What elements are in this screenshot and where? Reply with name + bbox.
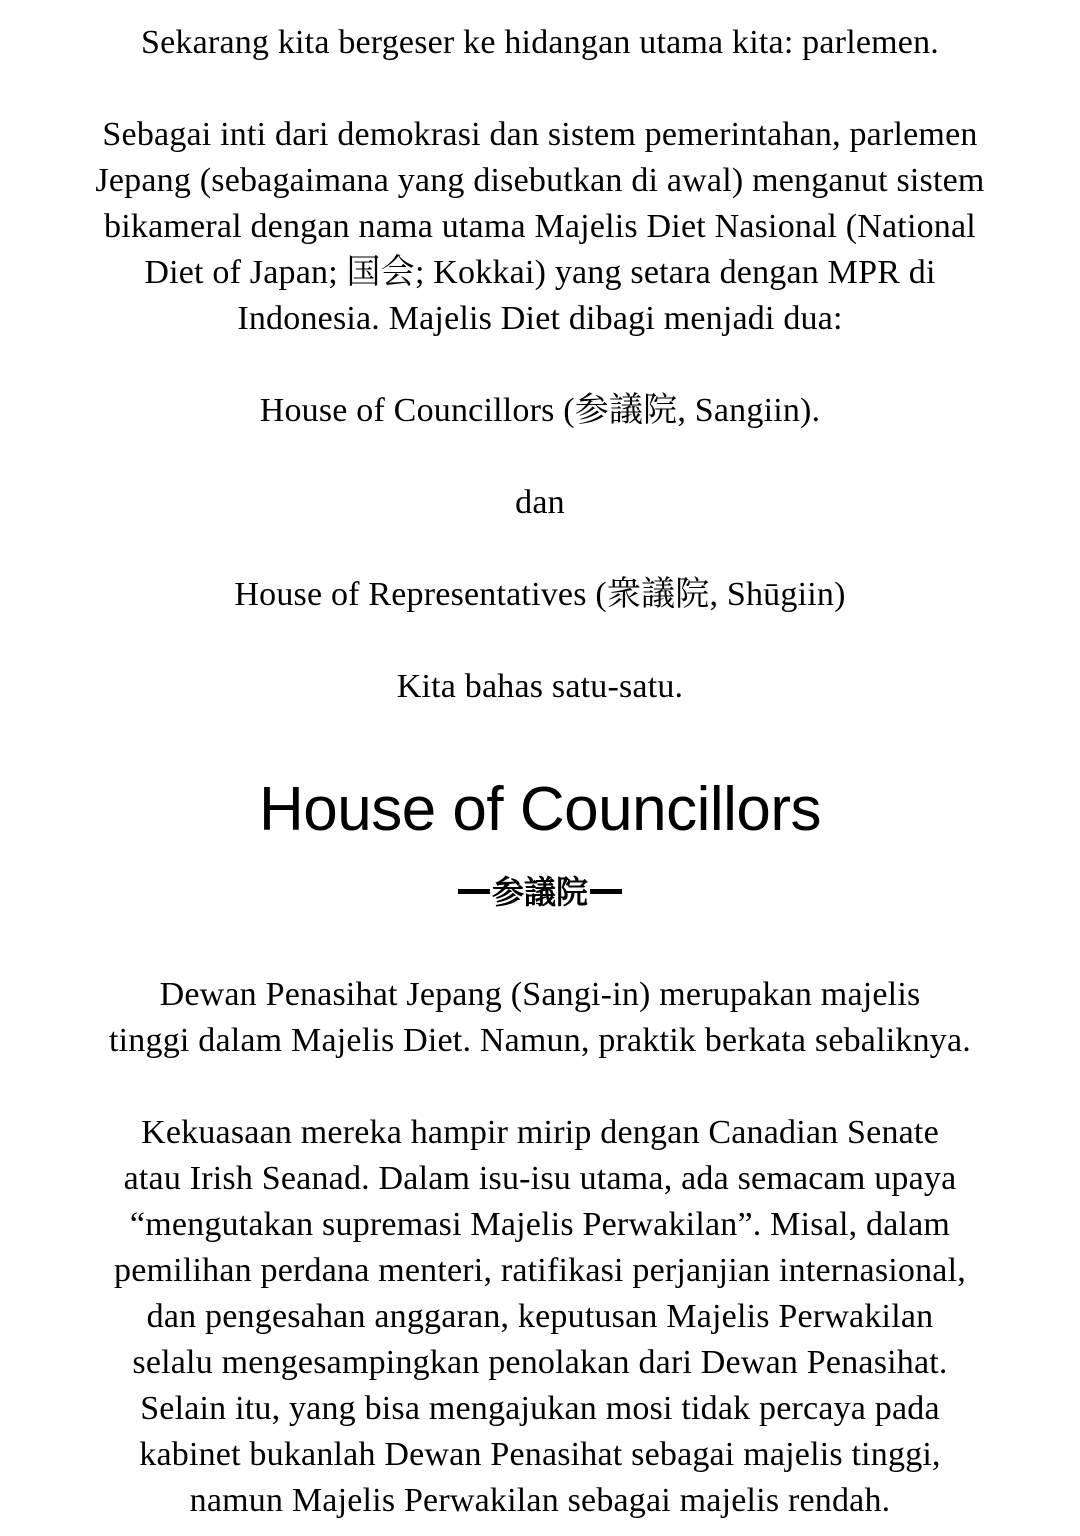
conjunction-text: dan [515,484,565,521]
text-line: Sekarang kita bergeser ke hidangan utama kita: parlemen. [141,24,939,61]
text-line: “mengutakan supremasi Majelis Perwakilan”. Misal, dalam [129,1206,951,1243]
text-line: pemilihan perdana menteri, ratifikasi perjanjian internasional, [114,1252,966,1289]
text-line: Kekuasaan mereka hampir mirip dengan Canadian Senate [141,1114,939,1151]
closing-line [0,664,1080,710]
section-subtitle [0,868,1080,916]
text-line: namun Majelis Perwakilan sebagai majelis rendah. [189,1482,891,1519]
text-line: bikameral dengan nama utama Majelis Diet Nasional (National [104,208,976,245]
section-title: House of Councillors [258,775,822,844]
text-line: atau Irish Seanad. Dalam isu-isu utama, ada semacam upaya [123,1160,957,1197]
intro-paragraph [0,20,1080,66]
text-line: Diet of Japan; 国会; Kokkai) yang setara dengan MPR di [144,254,936,291]
councillors-paragraph-1 [0,972,1080,1064]
text-line: selalu mengesampingkan penolakan dari Dewan Penasihat. [132,1344,948,1381]
text-line: Dewan Penasihat Jepang (Sangi-in) merupakan majelis [159,976,921,1013]
house-of-councillors-line [0,388,1080,434]
councillors-text: House of Councillors (参議院, Sangiin). [259,392,821,429]
councillors-paragraph-2 [0,1110,1080,1524]
diet-paragraph [0,112,1080,342]
representatives-text: House of Representatives (衆議院, Shūgiin) [234,576,846,613]
house-of-representatives-line [0,572,1080,618]
text-line: dan pengesahan anggaran, keputusan Majelis Perwakilan [146,1298,934,1335]
text-line: Sebagai inti dari demokrasi dan sistem pemerintahan, parlemen [102,116,978,153]
conjunction-line [0,480,1080,526]
text-line: Indonesia. Majelis Diet dibagi menjadi dua: [237,300,843,337]
right-dash-decoration [590,889,622,894]
text-line: Selain itu, yang bisa mengajukan mosi tidak percaya pada [140,1390,940,1427]
section-subtitle-text: 参議院 [491,873,588,911]
text-line: kabinet bukanlah Dewan Penasihat sebagai majelis tinggi, [139,1436,941,1473]
text-line: tinggi dalam Majelis Diet. Namun, praktik berkata sebaliknya. [109,1022,971,1059]
left-dash-decoration [458,889,490,894]
closing-text: Kita bahas satu-satu. [396,668,684,705]
text-line: Jepang (sebagaimana yang disebutkan di awal) menganut sistem [95,162,985,199]
